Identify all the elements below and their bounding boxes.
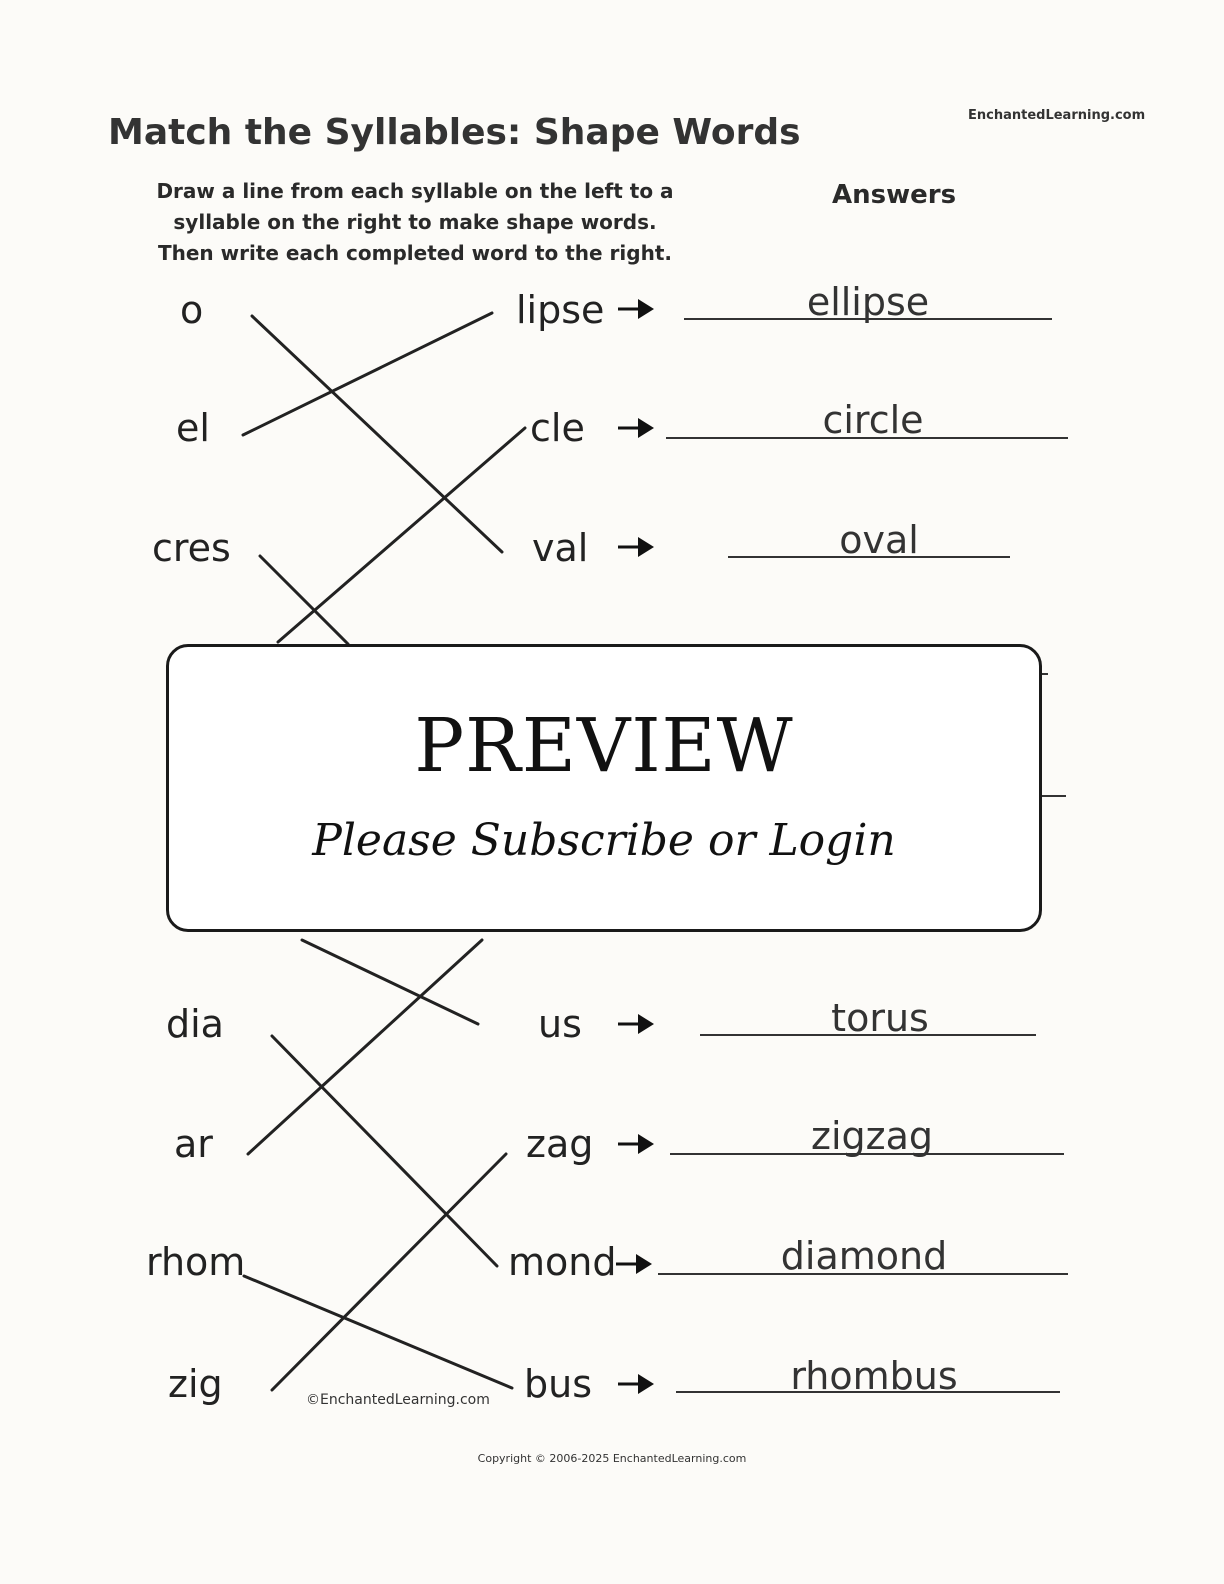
- match-line: [252, 316, 502, 552]
- left-syllable: el: [176, 406, 210, 450]
- instruction-line: Then write each completed word to the right.: [157, 241, 672, 265]
- right-arrow-icon: [616, 1011, 656, 1037]
- answer-word: circle: [822, 398, 924, 442]
- right-syllable: zag: [526, 1122, 594, 1166]
- left-syllable: zig: [168, 1362, 223, 1406]
- copyright: Copyright © 2006-2025 EnchantedLearning.com: [477, 1452, 747, 1465]
- left-syllable: ar: [174, 1122, 213, 1166]
- left-syllable: o: [180, 288, 204, 332]
- right-syllable: bus: [524, 1362, 593, 1406]
- instruction-line: Draw a line from each syllable on the left to a: [156, 179, 674, 203]
- answers-header: Answers: [832, 180, 957, 210]
- right-arrow-icon: [614, 1251, 654, 1277]
- match-line: [302, 940, 478, 1024]
- right-arrow-icon: [616, 1371, 656, 1397]
- right-syllable: us: [538, 1002, 582, 1046]
- right-arrow-icon: [616, 415, 656, 441]
- right-syllable: cle: [530, 406, 585, 450]
- preview-overlay[interactable]: [166, 644, 1042, 932]
- match-line: [244, 1276, 512, 1388]
- page-title: Match the Syllables: Shape Words: [108, 112, 801, 153]
- answer-word: zigzag: [811, 1114, 933, 1158]
- match-line: [243, 313, 492, 435]
- subscribe-login-prompt[interactable]: Please Subscribe or Login: [312, 815, 896, 866]
- instruction-line: syllable on the right to make shape words.: [173, 210, 657, 234]
- match-line: [272, 1036, 497, 1266]
- answer-word: ellipse: [806, 280, 930, 324]
- answer-word: diamond: [780, 1234, 948, 1278]
- answer-word: rhombus: [790, 1354, 958, 1398]
- right-syllable: mond: [508, 1240, 617, 1284]
- site-name[interactable]: EnchantedLearning.com: [968, 108, 1146, 123]
- right-syllable: val: [532, 526, 589, 570]
- answer-word: oval: [839, 518, 919, 562]
- left-syllable: rhom: [146, 1240, 246, 1284]
- right-arrow-icon: [616, 1131, 656, 1157]
- left-syllable: dia: [166, 1002, 224, 1046]
- right-arrow-icon: [616, 296, 656, 322]
- credit: ©EnchantedLearning.com: [306, 1392, 490, 1408]
- match-line: [272, 1154, 506, 1390]
- left-syllable: cres: [152, 526, 231, 570]
- match-line: [260, 556, 348, 644]
- right-syllable: lipse: [516, 288, 605, 332]
- right-arrow-icon: [616, 534, 656, 560]
- match-line: [278, 428, 525, 642]
- preview-title: PREVIEW: [414, 703, 794, 789]
- answer-word: torus: [831, 996, 929, 1040]
